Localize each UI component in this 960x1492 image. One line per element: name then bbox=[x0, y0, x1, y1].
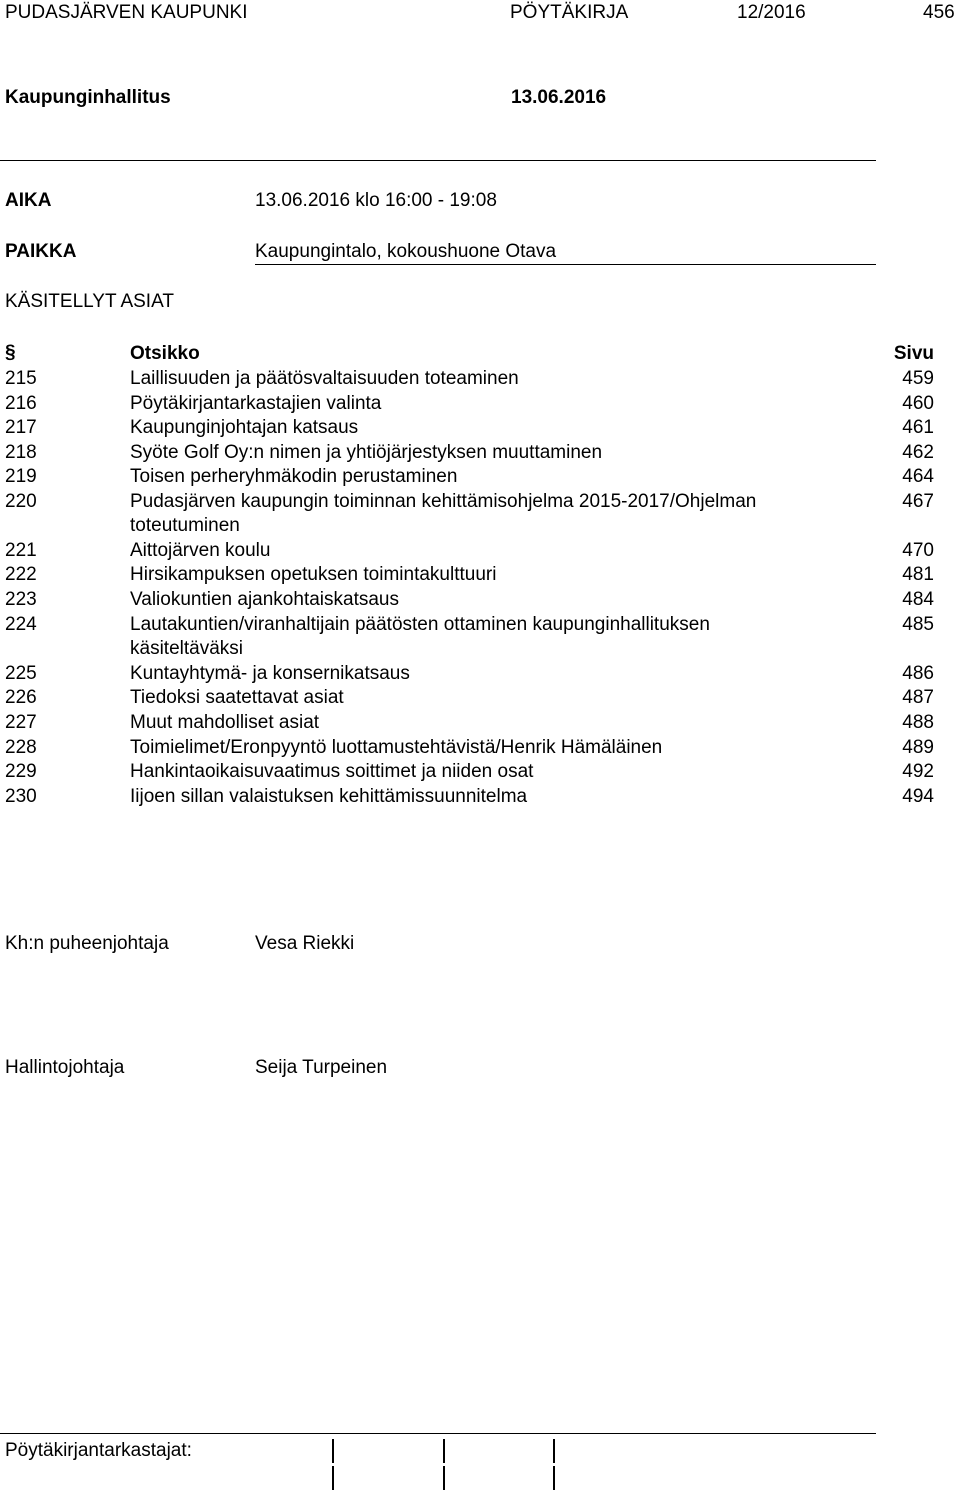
item-title-continuation: käsiteltäväksi bbox=[130, 638, 243, 659]
item-title: Lautakuntien/viranhaltijain päätösten ottaminen kaupunginhallituksen bbox=[130, 614, 710, 635]
agenda-item bbox=[0, 786, 960, 810]
item-page: 470 bbox=[902, 540, 934, 561]
item-title: Pudasjärven kaupungin toiminnan kehittämisohjelma 2015-2017/Ohjelman bbox=[130, 491, 757, 512]
item-page: 484 bbox=[902, 589, 934, 610]
item-number: 226 bbox=[5, 687, 37, 708]
item-page: 492 bbox=[902, 761, 934, 782]
item-number: 224 bbox=[5, 614, 37, 635]
admin-name: Seija Turpeinen bbox=[255, 1057, 388, 1078]
item-number: 222 bbox=[5, 564, 37, 585]
item-number: 227 bbox=[5, 712, 37, 733]
signature-field-divider bbox=[332, 1466, 334, 1490]
item-title: Pöytäkirjantarkastajien valinta bbox=[130, 393, 382, 414]
signature-field-divider bbox=[553, 1466, 555, 1490]
item-title: Toimielimet/Eronpyyntö luottamustehtävistä/Henrik Hämäläinen bbox=[130, 737, 663, 758]
item-page: 489 bbox=[902, 737, 934, 758]
agenda-item bbox=[0, 417, 960, 441]
agenda-title-header: Otsikko bbox=[130, 343, 200, 364]
checkers-label: Pöytäkirjantarkastajat: bbox=[5, 1440, 192, 1461]
agenda-item bbox=[0, 442, 960, 466]
admin-role: Hallintojohtaja bbox=[5, 1057, 125, 1078]
item-page: 462 bbox=[902, 442, 934, 463]
agenda-item bbox=[0, 393, 960, 417]
document-number: 12/2016 bbox=[737, 2, 806, 23]
item-number: 218 bbox=[5, 442, 37, 463]
item-title: Valiokuntien ajankohtaiskatsaus bbox=[130, 589, 399, 610]
agenda-item bbox=[0, 540, 960, 564]
item-title: Tiedoksi saatettavat asiat bbox=[130, 687, 344, 708]
meeting-date: 13.06.2016 bbox=[511, 87, 607, 108]
footer-divider bbox=[0, 1433, 876, 1434]
agenda-item bbox=[0, 466, 960, 490]
section-heading: KÄSITELLYT ASIAT bbox=[5, 291, 174, 312]
item-title: Laillisuuden ja päätösvaltaisuuden toteaminen bbox=[130, 368, 519, 389]
item-title: Hankintaoikaisuvaatimus soittimet ja niiden osat bbox=[130, 761, 534, 782]
agenda-item bbox=[0, 712, 960, 736]
item-title: Kuntayhtymä- ja konsernikatsaus bbox=[130, 663, 410, 684]
item-number: 229 bbox=[5, 761, 37, 782]
item-number: 217 bbox=[5, 417, 37, 438]
item-number: 219 bbox=[5, 466, 37, 487]
item-page: 464 bbox=[902, 466, 934, 487]
agenda-page-header: Sivu bbox=[893, 343, 934, 364]
item-title: Muut mahdolliset asiat bbox=[130, 712, 320, 733]
agenda-item bbox=[0, 589, 960, 613]
header-divider bbox=[0, 160, 876, 161]
place-label: PAIKKA bbox=[5, 241, 77, 262]
item-page: 494 bbox=[902, 786, 934, 807]
signature-field-divider bbox=[443, 1439, 445, 1463]
agenda-item bbox=[0, 761, 960, 785]
document-type: PÖYTÄKIRJA bbox=[510, 2, 629, 23]
item-number: 228 bbox=[5, 737, 37, 758]
item-title: Aittojärven koulu bbox=[130, 540, 271, 561]
place-underline bbox=[255, 264, 876, 265]
agenda-item bbox=[0, 687, 960, 711]
chair-role: Kh:n puheenjohtaja bbox=[5, 933, 169, 954]
item-number: 216 bbox=[5, 393, 37, 414]
item-number: 225 bbox=[5, 663, 37, 684]
item-number: 215 bbox=[5, 368, 37, 389]
item-title: Iijoen sillan valaistuksen kehittämissuunnitelma bbox=[130, 786, 528, 807]
organization-name: PUDASJÄRVEN KAUPUNKI bbox=[5, 2, 248, 23]
item-page: 459 bbox=[902, 368, 934, 389]
agenda-item bbox=[0, 491, 960, 539]
body-name: Kaupunginhallitus bbox=[5, 87, 171, 108]
section-sign-icon: § bbox=[5, 342, 16, 363]
page-number: 456 bbox=[923, 2, 955, 23]
item-number: 230 bbox=[5, 786, 37, 807]
time-label: AIKA bbox=[5, 190, 52, 211]
item-title: Kaupunginjohtajan katsaus bbox=[130, 417, 359, 438]
signature-field-divider bbox=[443, 1466, 445, 1490]
agenda-item bbox=[0, 663, 960, 687]
agenda-item bbox=[0, 737, 960, 761]
item-number: 220 bbox=[5, 491, 37, 512]
agenda-item bbox=[0, 614, 960, 662]
item-title-continuation: toteutuminen bbox=[130, 515, 240, 536]
time-value: 13.06.2016 klo 16:00 - 19:08 bbox=[255, 190, 497, 211]
agenda-item bbox=[0, 564, 960, 588]
item-number: 223 bbox=[5, 589, 37, 610]
item-title: Toisen perheryhmäkodin perustaminen bbox=[130, 466, 458, 487]
item-page: 460 bbox=[902, 393, 934, 414]
signature-field-divider bbox=[332, 1439, 334, 1463]
item-page: 486 bbox=[902, 663, 934, 684]
place-value: Kaupungintalo, kokoushuone Otava bbox=[255, 241, 557, 262]
chair-name: Vesa Riekki bbox=[255, 933, 355, 954]
item-title: Syöte Golf Oy:n nimen ja yhtiöjärjestyksen muuttaminen bbox=[130, 442, 603, 463]
signature-field-divider bbox=[553, 1439, 555, 1463]
item-number: 221 bbox=[5, 540, 37, 561]
item-title: Hirsikampuksen opetuksen toimintakulttuuri bbox=[130, 564, 497, 585]
item-page: 481 bbox=[902, 564, 934, 585]
item-page: 467 bbox=[902, 491, 934, 512]
item-page: 485 bbox=[902, 614, 934, 635]
agenda-item bbox=[0, 368, 960, 392]
item-page: 461 bbox=[902, 417, 934, 438]
item-page: 487 bbox=[902, 687, 934, 708]
item-page: 488 bbox=[902, 712, 934, 733]
